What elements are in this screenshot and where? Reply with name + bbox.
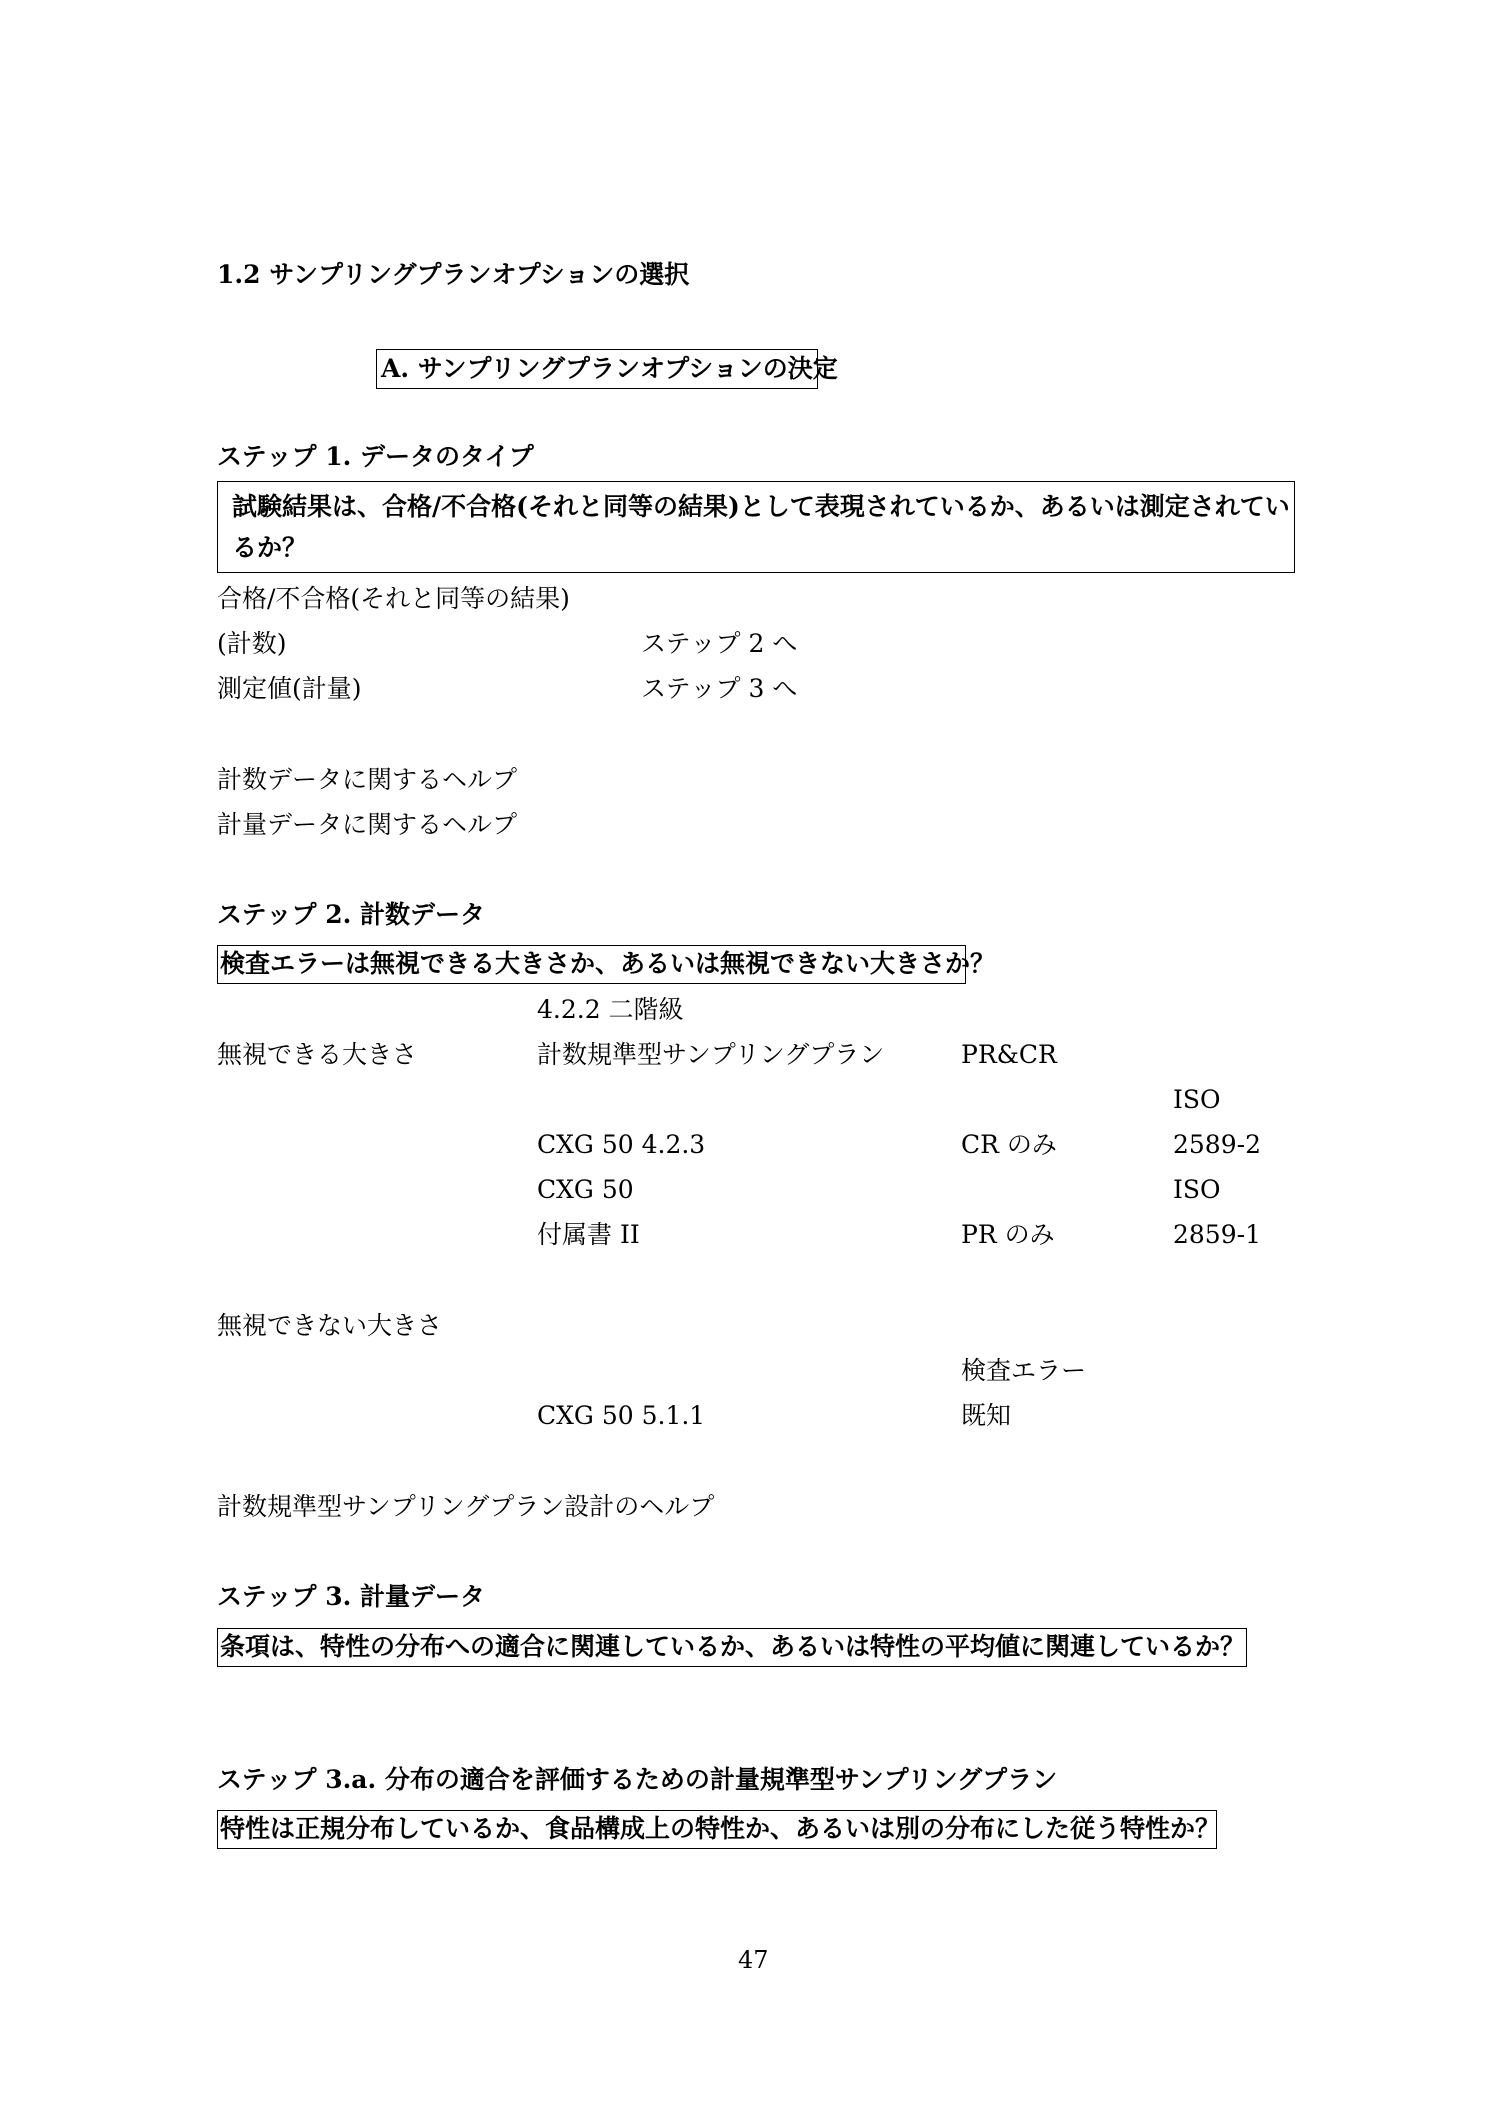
step3a-question: 特性は正規分布しているか、食品構成上の特性か、あるいは別の分布にした従う特性か？ <box>220 1814 1221 1843</box>
step2-heading: ステップ 2. 計数データ <box>217 900 486 929</box>
step2-cxg-423[interactable]: CXG 50 4.2.3 <box>537 1130 706 1159</box>
help-attribute-plan-design[interactable]: 計数規準型サンプリングプラン設計のヘルプ <box>217 1492 715 1521</box>
step2-iso-2: ISO <box>1173 1175 1221 1204</box>
step2-non-negligible-label: 無視できない大きさ <box>217 1311 443 1340</box>
step2-plan-name: 計数規準型サンプリングプラン <box>537 1040 885 1069</box>
step2-pr-cr: PR&CR <box>961 1040 1057 1069</box>
step2-iso-1: ISO <box>1173 1085 1221 1114</box>
step2-pr-only: PR のみ <box>961 1220 1055 1249</box>
section-heading: 1.2 サンプリングプランオプションの選択 <box>217 260 690 289</box>
step1-option1-sub: (計数) <box>217 629 287 658</box>
step1-heading: ステップ 1. データのタイプ <box>217 442 534 471</box>
step3-question-box <box>217 1628 1247 1667</box>
step2-question: 検査エラーは無視できる大きさか、あるいは無視できない大きさか？ <box>220 949 996 978</box>
step1-option2-target[interactable]: ステップ 3 へ <box>641 674 798 703</box>
subsection-title: A. サンプリングプランオプションの決定 <box>381 354 838 383</box>
help-variable-data[interactable]: 計量データに関するヘルプ <box>217 810 518 839</box>
step1-question-box <box>217 481 1295 573</box>
step3a-question-box <box>217 1810 1221 1849</box>
step2-iso-2589-2[interactable]: 2589-2 <box>1173 1130 1261 1159</box>
help-attribute-data[interactable]: 計数データに関するヘルプ <box>217 765 518 794</box>
step2-iso-2859-1[interactable]: 2859-1 <box>1173 1220 1261 1249</box>
step2-annex-ii[interactable]: 付属書 II <box>537 1220 640 1249</box>
step2-cxg-511[interactable]: CXG 50 5.1.1 <box>537 1401 706 1430</box>
step1-option1-target[interactable]: ステップ 2 へ <box>641 629 798 658</box>
step2-inspection-error: 検査エラー <box>961 1356 1087 1385</box>
step2-question-box <box>217 945 996 984</box>
step1-option2-label: 測定値(計量) <box>217 674 362 703</box>
step3-question: 条項は、特性の分布への適合に関連しているか、あるいは特性の平均値に関連しているか？ <box>220 1632 1246 1661</box>
subsection-box <box>376 349 838 389</box>
step2-negligible-label: 無視できる大きさ <box>217 1040 418 1069</box>
step1-question-line2: るか？ <box>232 533 308 562</box>
step2-cxg-50[interactable]: CXG 50 <box>537 1175 634 1204</box>
step2-cr-only: CR のみ <box>961 1130 1057 1159</box>
page-number: 47 <box>738 1946 769 1974</box>
step2-known: 既知 <box>961 1401 1012 1430</box>
step1-option1-label: 合格/不合格(それと同等の結果) <box>217 584 570 613</box>
step1-question-line1: 試験結果は、合格/不合格(それと同等の結果)として表現されているか、あるいは測定されてい <box>232 492 1290 521</box>
step3a-heading: ステップ 3.a. 分布の適合を評価するための計量規準型サンプリングプラン <box>217 1765 1058 1794</box>
step3-heading: ステップ 3. 計量データ <box>217 1582 486 1611</box>
step2-plan-heading: 4.2.2 二階級 <box>537 995 684 1024</box>
